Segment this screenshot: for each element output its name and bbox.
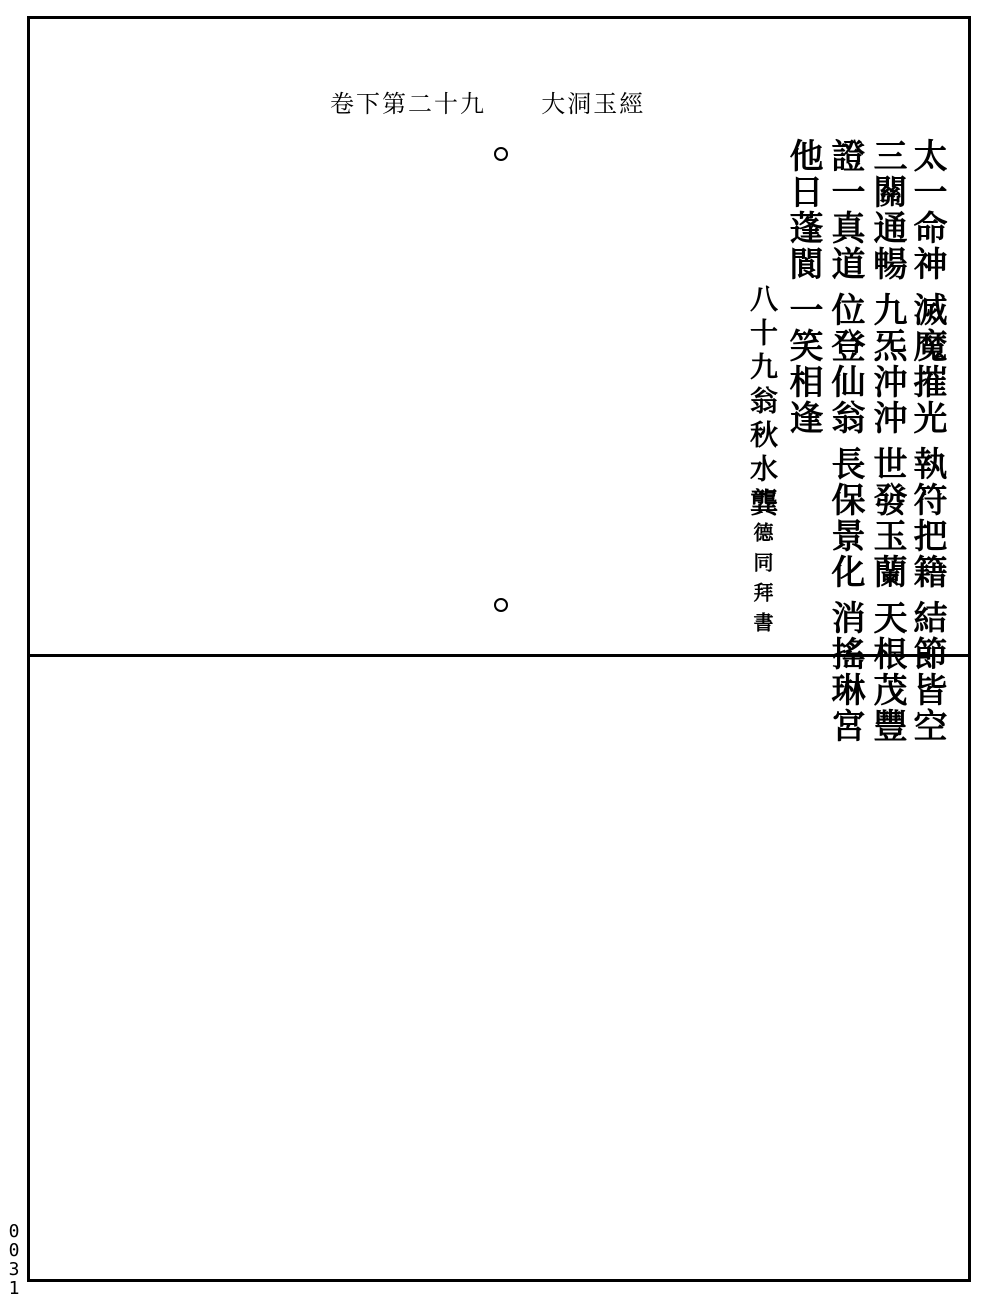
verse-column-4 [783, 138, 823, 436]
page-number-digit: 1 [8, 1278, 20, 1299]
verse-line: 一笑相逢 [783, 292, 823, 436]
page-number-digit: 0 [8, 1240, 20, 1261]
page-number [6, 1222, 22, 1298]
verse-line: 執符把籍 [907, 446, 947, 590]
verse-line: 三關通暢 [867, 138, 907, 282]
verse-line: 滅魔摧光 [907, 292, 947, 436]
verse-column-2 [867, 138, 907, 744]
signature-column [746, 284, 779, 642]
verse-line: 他日蓬閬 [783, 138, 823, 282]
verse-line: 位登仙翁 [825, 292, 865, 436]
signature-small: 德同拜書 [750, 522, 774, 642]
top-circle-mark [494, 147, 508, 161]
verse-line: 證一真道 [825, 138, 865, 282]
verse-line: 結節皆空 [907, 600, 947, 744]
verse-line: 長保景化 [825, 446, 865, 590]
running-head [330, 84, 646, 119]
page-number-digit: 0 [8, 1221, 20, 1242]
bottom-circle-mark [494, 598, 508, 612]
verse-line: 九炁沖沖 [867, 292, 907, 436]
verse-line: 天根茂豐 [867, 600, 907, 744]
running-head-volume: 卷下第二十九 [330, 90, 486, 118]
verse-line: 世發玉蘭 [867, 446, 907, 590]
verse-line: 太一命神 [907, 138, 947, 282]
page-number-digit: 3 [8, 1259, 20, 1280]
verse-column-3 [825, 138, 865, 744]
running-head-title: 大洞玉經 [541, 90, 646, 118]
verse-column-1 [907, 138, 947, 744]
signature-main: 八十九翁秋水龔 [746, 284, 779, 522]
verse-line: 消搖琳宮 [825, 600, 865, 744]
